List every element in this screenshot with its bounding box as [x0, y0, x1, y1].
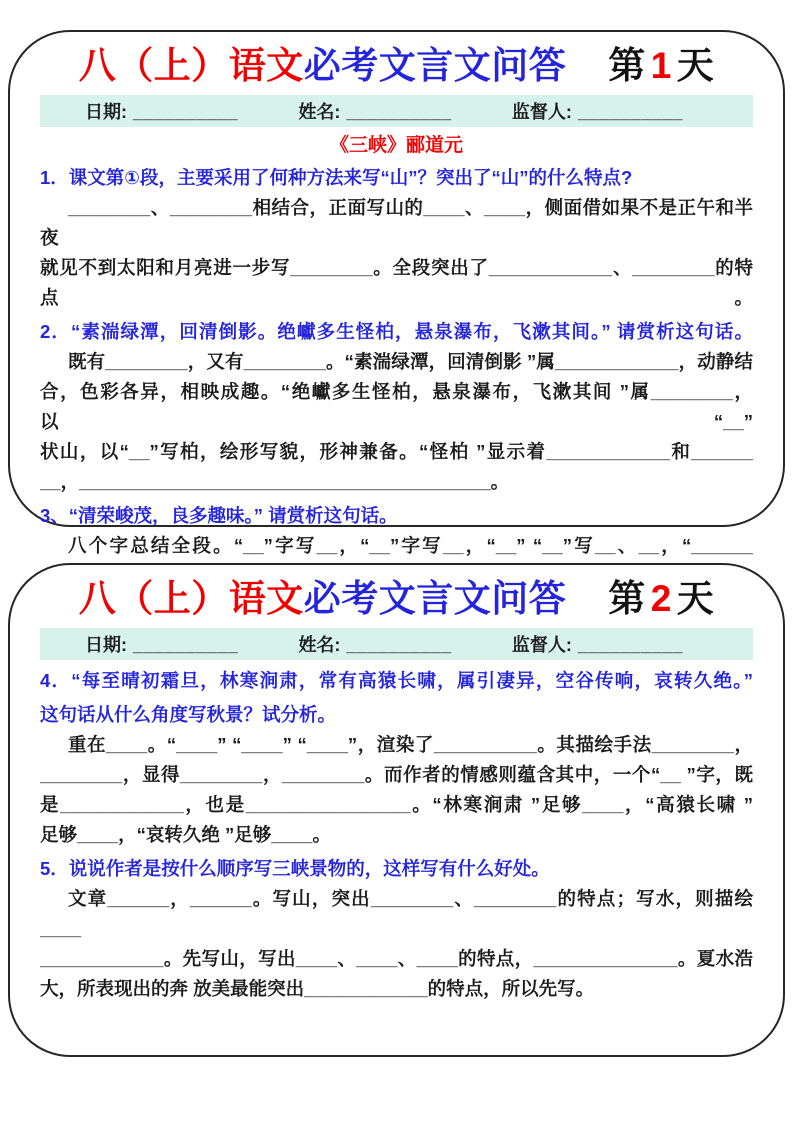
worksheet-card-day2: [8, 563, 785, 1057]
day-prefix: 第: [608, 45, 646, 86]
answer-line: 就见不到太阳和月亮进一步写________。全段突出了____________、________的特点。: [40, 257, 753, 308]
card-title: [40, 42, 753, 90]
supervisor-blank: __________: [577, 102, 683, 122]
info-bar: [40, 628, 753, 660]
date-field: [85, 631, 238, 657]
day-label: [608, 578, 714, 619]
answer-line: ____________。先写山，写出____、____、____的特点，______________。夏水浩: [40, 948, 753, 969]
title-topic: 必考文言文问答: [303, 578, 567, 619]
question-line: 这句话从什么角度写秋景？试分析。: [40, 704, 337, 725]
answer-line: 八个字总结全段。“__”字写__，“__”字写__，“__” “__”写__、__，“______: [68, 535, 753, 556]
answer-line: ________，显得________，________。而作者的情感则蕴含其中，一个“__ ”字，既: [40, 764, 753, 785]
date-label: 日期:: [85, 102, 127, 122]
info-bar: [40, 95, 753, 127]
answer-line: 既有________，又有________。“素湍绿潭，回清倒影 ”属____________，动静结: [68, 351, 753, 372]
title-course: 八（上）语文: [78, 578, 304, 619]
card-title: [40, 575, 753, 623]
supervisor-field: [512, 631, 683, 657]
question-line: 5．说说作者是按什么顺序写三峡景物的，这样写有什么好处。: [40, 858, 550, 879]
answer-line: 合，色彩各异，相映成趣。“绝巘多生怪柏，悬泉瀑布，飞漱其间 ”属________，以“__”: [40, 381, 753, 432]
content-lines-day1: [40, 163, 753, 591]
day-number: 2: [650, 578, 672, 619]
day-suffix: 天: [676, 45, 715, 86]
question-line: 2．“素湍绿潭，回清倒影。绝巘多生怪柏，悬泉瀑布，飞漱其间。” 请赏析这句话。: [40, 321, 753, 342]
answer-line: __，________________________________________。: [40, 471, 510, 492]
answer-line: 是____________，也是________________。“林寒涧肃 ”足够____，“高猿长啸 ”: [40, 794, 753, 815]
title-course: 八（上）语文: [78, 45, 304, 86]
supervisor-label: 监督人:: [511, 102, 572, 122]
worksheet-card-day1: [8, 30, 785, 556]
answer-line: 重在____。“____” “____” “____”，渲染了__________。其描绘手法________，: [68, 734, 753, 755]
answer-line: 文章______，______。写山，突出________、________的特点；写水，则描绘____: [40, 888, 753, 939]
name-label: 姓名:: [298, 102, 341, 122]
question-line: 3、“清荣峻茂，良多趣味。” 请赏析这句话。: [40, 505, 398, 526]
answer-line: ________、________相结合，正面写山的____、____，侧面借如果不是正午和半夜: [40, 197, 753, 248]
name-blank: __________: [346, 635, 452, 655]
name-field: [298, 98, 451, 124]
day-number: 1: [650, 45, 672, 86]
name-label: 姓名:: [298, 635, 341, 655]
answer-line: 大，所表现出的奔 放美最能突出____________的特点，所以先写。: [40, 978, 595, 999]
date-blank: __________: [133, 102, 239, 122]
date-label: 日期:: [85, 635, 127, 655]
answer-line: 足够____，“哀转久绝 ”足够____。: [40, 824, 331, 845]
date-blank: __________: [133, 635, 239, 655]
content-lines-day2: [40, 666, 753, 1004]
name-field: [298, 631, 451, 657]
date-field: [85, 98, 238, 124]
answer-line: 状山，以“__”写柏，绘形写貌，形神兼备。“怪柏 ”显示着____________和______: [40, 441, 753, 462]
day-prefix: 第: [608, 578, 646, 619]
question-line: 4．“每至晴初霜旦，林寒涧肃，常有高猿长啸，属引凄异，空谷传响，哀转久绝。”: [40, 670, 753, 691]
lesson-subtitle: 《三峡》郦道元: [329, 135, 463, 156]
name-blank: __________: [346, 102, 452, 122]
supervisor-field: [512, 98, 683, 124]
supervisor-label: 监督人:: [511, 635, 572, 655]
title-topic: 必考文言文问答: [303, 45, 567, 86]
question-line: 1．课文第①段，主要采用了何种方法来写“山”？突出了“山”的什么特点?: [40, 167, 633, 188]
day-suffix: 天: [676, 578, 715, 619]
supervisor-blank: __________: [577, 635, 683, 655]
day-label: [608, 45, 714, 86]
